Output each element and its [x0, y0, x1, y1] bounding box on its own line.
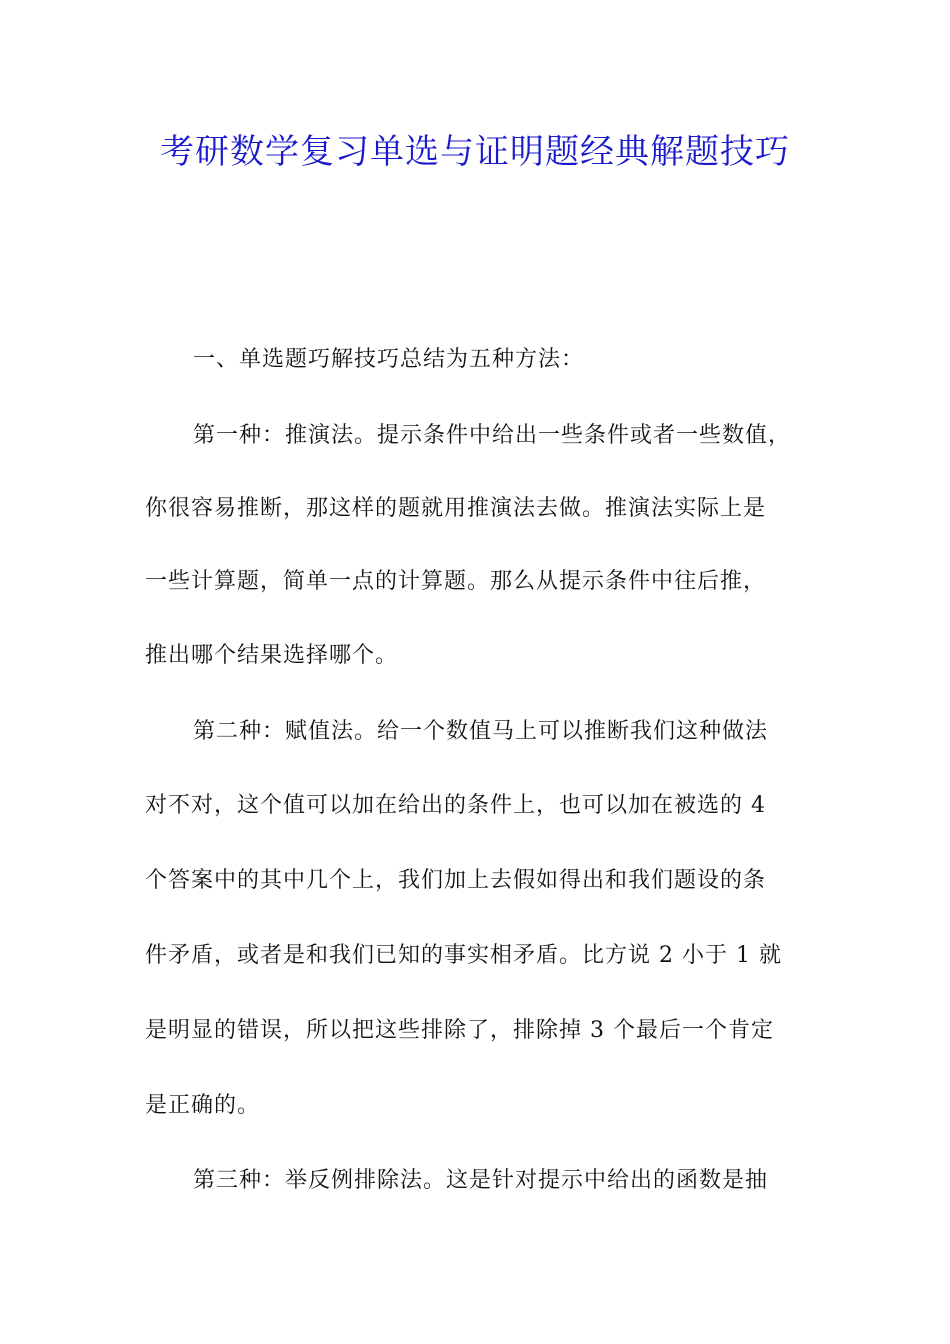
paragraph-line: 第三种：举反例排除法。这是针对提示中给出的函数是抽	[193, 1168, 769, 1193]
section-heading: 一、单选题巧解技巧总结为五种方法：	[193, 347, 585, 372]
paragraph-line: 第一种：推演法。提示条件中给出一些条件或者一些数值，	[193, 423, 792, 448]
paragraph-line: 对不对，这个值可以加在给出的条件上，也可以加在被选的 4	[145, 793, 766, 818]
paragraph-line: 推出哪个结果选择哪个。	[145, 643, 399, 668]
paragraph-line: 是明显的错误，所以把这些排除了，排除掉 3 个最后一个肯定	[145, 1018, 774, 1043]
paragraph-line: 是正确的。	[145, 1093, 261, 1118]
paragraph-line: 个答案中的其中几个上，我们加上去假如得出和我们题设的条	[145, 868, 767, 893]
document-title: 考研数学复习单选与证明题经典解题技巧	[160, 132, 790, 172]
paragraph-line: 件矛盾，或者是和我们已知的事实相矛盾。比方说 2 小于 1 就	[145, 943, 782, 968]
paragraph-line: 你很容易推断，那这样的题就用推演法去做。推演法实际上是	[145, 496, 767, 521]
paragraph-line: 第二种：赋值法。给一个数值马上可以推断我们这种做法	[193, 719, 769, 744]
paragraph-line: 一些计算题，简单一点的计算题。那么从提示条件中往后推，	[145, 569, 767, 594]
